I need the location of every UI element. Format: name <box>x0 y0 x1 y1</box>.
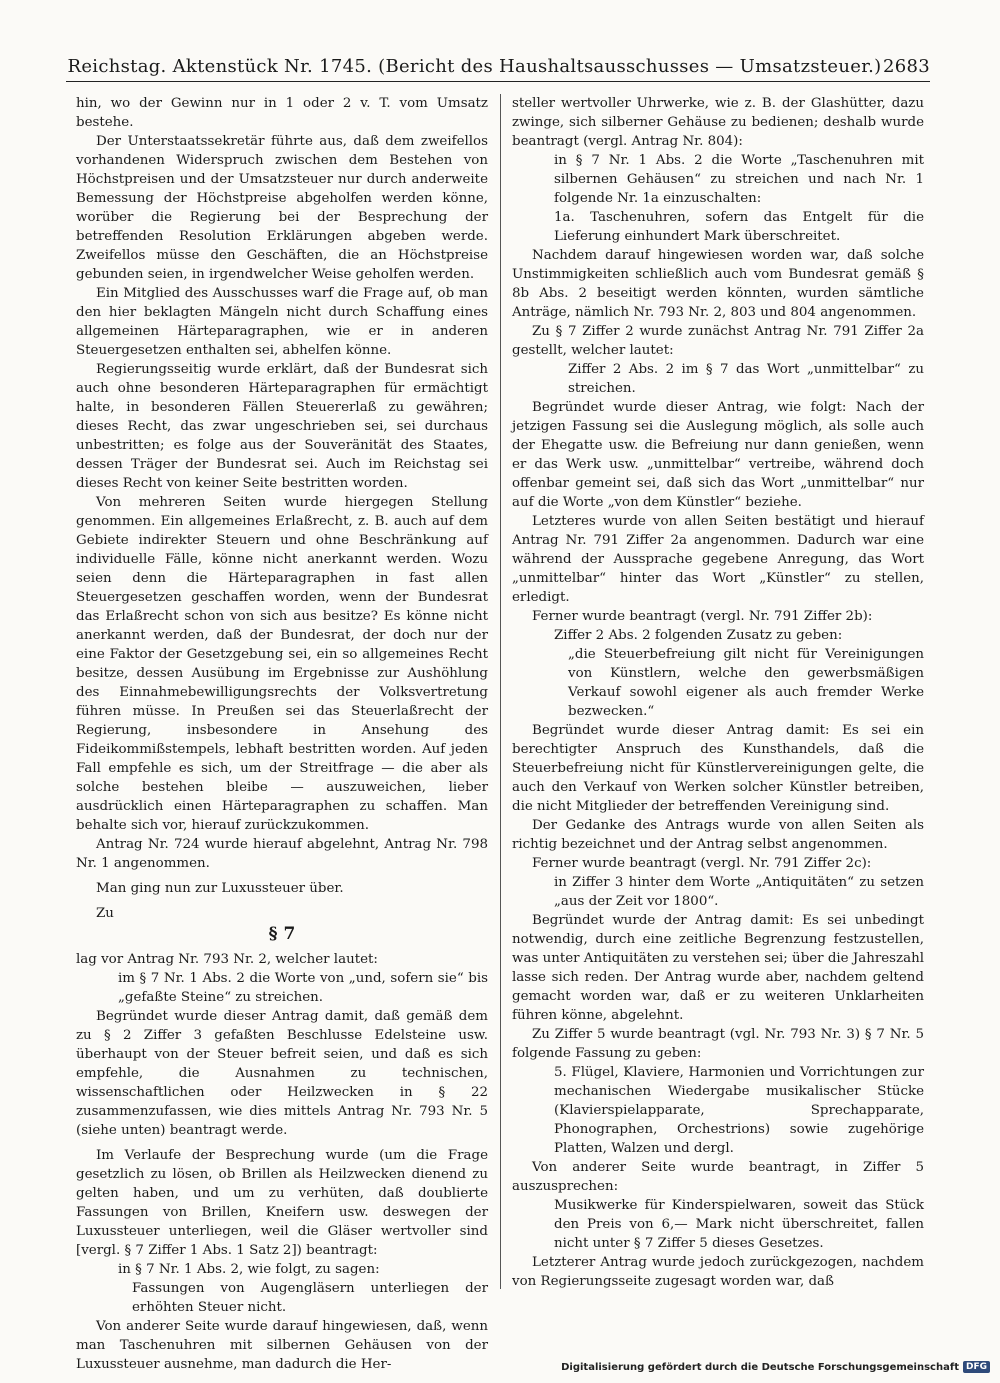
paragraph: Der Gedanke des Antrags wurde von allen Seiten als richtig bezeichnet und der Antrag selbst angenommen. <box>512 818 924 852</box>
paragraph: Von mehreren Seiten wurde hiergegen Stellung genommen. Ein allgemeines Erlaßrecht, z. B. auch auf dem Gebiete indirekter Steuern und ohne Beschränkung auf individuelle Fälle, könne nicht anerkannt werden. Wozu seien denn die Härteparagraphen in fast allen Steuergesetzen geschaffen worden, wenn der Bundesrat das Erlaßrecht schon von sich aus besitze? Es könne nicht anerkannt werden, daß der Bundesrat, der doch nur der eine Faktor der Gesetzgebung sei, ein so allgemeines Recht besitze, dessen Ausübung im Ergebnisse zur Aushöhlung des Einnahmebewilligungsrechts der Volksvertretung führen müsse. In Preußen sei das Steuerlaßrecht der Regierung, insbesondere in Ansehung des Fideikommißstempels, lebhaft bestritten worden. Auf jeden Fall empfehle es sich, um der Streitfrage — die aber als solche bestehen bleibe — auszuweichen, lieber ausdrücklich einen Härteparagraphen zu schaffen. Man behalte sich vor, hierauf zurückzukommen. <box>76 495 488 833</box>
paragraph: lag vor Antrag Nr. 793 Nr. 2, welcher lautet: <box>76 952 378 967</box>
footer-credit <box>561 1361 990 1373</box>
quoted-motion: Ziffer 2 Abs. 2 im § 7 das Wort „unmittelbar“ zu streichen. <box>568 362 924 396</box>
paragraph: Ferner wurde beantragt (vergl. Nr. 791 Ziffer 2b): <box>532 609 873 624</box>
quoted-motion: im § 7 Nr. 1 Abs. 2 die Worte von „und, sofern sie“ bis „gefaßte Steine“ zu streichen. <box>118 971 488 1005</box>
paragraph: Begründet wurde der Antrag damit: Es sei unbedingt notwendig, durch eine zeitliche Begrenzung festzustellen, was unter Antiquitäten zu verstehen sei; über die Jahreszahl lasse sich reden. Der Antrag wurde aber, nachdem geltend gemacht worden war, daß er zu weiteren Unklarheiten führen könne, abgelehnt. <box>512 913 924 1023</box>
paragraph: Man ging nun zur Luxussteuer über. <box>96 881 344 896</box>
quoted-motion: „die Steuerbefreiung gilt nicht für Vereinigungen von Künstlern, welche den gewerbsmäßigen Verkauf sowohl eigener als auch fremder Werke bezwecken.“ <box>568 647 924 719</box>
left-column <box>76 94 488 1372</box>
quoted-motion: Fassungen von Augengläsern unterliegen der erhöhten Steuer nicht. <box>132 1281 488 1315</box>
paragraph: Antrag Nr. 724 wurde hierauf abgelehnt, Antrag Nr. 798 Nr. 1 angenommen. <box>76 837 488 871</box>
paragraph: steller wertvoller Uhrwerke, wie z. B. der Glashütter, dazu zwinge, sich silberner Gehäuse zu bedienen; deshalb wurde beantragt (vergl. Antrag Nr. 804): <box>512 96 924 149</box>
paragraph: Zu § 7 Ziffer 2 wurde zunächst Antrag Nr. 791 Ziffer 2a gestellt, welcher lautet: <box>512 324 924 358</box>
page-number: 2683 <box>882 56 930 77</box>
paragraph: Der Unterstaatssekretär führte aus, daß dem zweifellos vorhandenen Widerspruch zwischen dem Bestehen von Höchstpreisen und der Umsatzsteuer nur durch anderweite Bemessung der Höchstpreise abgeholfen werden könne, worüber die Regierung bei der Besprechung der betreffenden Resolution Erklärungen abgeben werde. Zweifellos müsse den Geschäften, die an Höchstpreise gebunden seien, in irgendwelcher Weise geholfen werden. <box>76 134 488 282</box>
quoted-motion: in § 7 Nr. 1 Abs. 2 die Worte „Taschenuhren mit silbernen Gehäusen“ zu streichen und nach Nr. 1 folgende Nr. 1a einzuschalten: <box>554 153 924 206</box>
quoted-motion: in § 7 Nr. 1 Abs. 2, wie folgt, zu sagen: <box>118 1262 380 1277</box>
quoted-motion: Ziffer 2 Abs. 2 folgenden Zusatz zu geben: <box>554 628 843 643</box>
paragraph: Regierungsseitig wurde erklärt, daß der Bundesrat sich auch ohne besonderen Härteparagraphen für ermächtigt halte, in besonderen Fällen Steuererlaß zu gewähren; dieses Recht, das zwar ungeschrieben sei, sei durchaus unbestritten; es folge aus der Souveränität des Staates, dessen Träger der Bundesrat sei. Auch im Reichstag sei dieses Recht von keiner Seite bestritten worden. <box>76 362 488 491</box>
paragraph: Begründet wurde dieser Antrag, wie folgt: Nach der jetzigen Fassung sei die Auslegung möglich, als solle auch der Ehegatte usw. die Befreiung nur dann genießen, wenn er das Werk usw. „unmittelbar“ vertreibe, während doch offenbar gemeint sei, daß sich das Wort „unmittelbar“ nur auf die Worte „von dem Künstler“ beziehe. <box>512 400 924 510</box>
page-header <box>66 56 930 82</box>
paragraph: Letzterer Antrag wurde jedoch zurückgezogen, nachdem von Regierungsseite zugesagt worden war, daß <box>512 1255 924 1289</box>
quoted-motion: 1a. Taschenuhren, sofern das Entgelt für die Lieferung einhundert Mark überschreitet. <box>554 210 924 244</box>
dfg-logo-icon: DFG <box>963 1361 990 1373</box>
paragraph: Zu <box>96 906 114 921</box>
column-divider <box>500 94 501 1289</box>
section-heading: § 7 <box>268 924 296 944</box>
quoted-motion: Musikwerke für Kinderspielwaren, soweit das Stück den Preis von 6,— Mark nicht überschreitet, fallen nicht unter § 7 Ziffer 5 dieses Gesetzes. <box>554 1198 924 1251</box>
paragraph: Nachdem darauf hingewiesen worden war, daß solche Unstimmigkeiten schließlich auch vom Bundesrat gemäß § 8b Abs. 2 beseitigt werden könnten, wurden sämtliche Anträge, nämlich Nr. 793 Nr. 2, 803 und 804 angenommen. <box>512 248 924 320</box>
page-header-title: Reichstag. Aktenstück Nr. 1745. (Bericht des Haushaltsausschusses — Umsatzsteuer.) <box>67 56 882 77</box>
paragraph: Letzteres wurde von allen Seiten bestätigt und hierauf Antrag Nr. 791 Ziffer 2a angenommen. Dadurch war eine während der Aussprache gegebene Anregung, das Wort „unmittelbar“ hinter das Wort „Künstler“ zu stellen, erledigt. <box>512 514 924 605</box>
paragraph: hin, wo der Gewinn nur in 1 oder 2 v. T. vom Umsatz bestehe. <box>76 96 488 130</box>
paragraph: Von anderer Seite wurde beantragt, in Ziffer 5 auszusprechen: <box>512 1160 924 1194</box>
footer-text: Digitalisierung gefördert durch die Deutsche Forschungsgemeinschaft <box>561 1361 959 1373</box>
paragraph: Von anderer Seite wurde darauf hingewiesen, daß, wenn man Taschenuhren mit silbernen Gehäusen von der Luxussteuer ausnehme, man dadurch die Her- <box>76 1319 488 1372</box>
paragraph: Begründet wurde dieser Antrag damit, daß gemäß dem zu § 2 Ziffer 3 gefaßten Beschlusse Edelsteine usw. überhaupt von der Steuer befreit seien, und daß es sich empfehle, die Ausnahmen zu technischen, wissenschaftlichen oder Heilzwecken in § 22 zusammenzufassen, wie dies mittels Antrag Nr. 793 Nr. 5 (siehe unten) beantragt werde. <box>76 1009 488 1138</box>
paragraph: Ein Mitglied des Ausschusses warf die Frage auf, ob man den hier beklagten Mängeln nicht durch Schaffung eines allgemeinen Härteparagraphen, wie er in anderen Steuergesetzen enthalten sei, abhelfen könne. <box>76 286 488 358</box>
quoted-motion: 5. Flügel, Klaviere, Harmonien und Vorrichtungen zur mechanischen Wiedergabe musikalischer Stücke (Klavierspielapparate, Sprechapparate, Phonographen, Orchestrions) sowie zugehörige Platten, Walzen und dergl. <box>554 1065 924 1156</box>
right-column <box>512 94 924 1309</box>
paragraph: Zu Ziffer 5 wurde beantragt (vgl. Nr. 793 Nr. 3) § 7 Nr. 5 folgende Fassung zu geben: <box>512 1027 924 1061</box>
paragraph: Ferner wurde beantragt (vergl. Nr. 791 Ziffer 2c): <box>532 856 872 871</box>
quoted-motion: in Ziffer 3 hinter dem Worte „Antiquitäten“ zu setzen „aus der Zeit vor 1800“. <box>554 875 924 909</box>
paragraph: Im Verlaufe der Besprechung wurde (um die Frage gesetzlich zu lösen, ob Brillen als Heilzwecken dienend zu gelten haben, und um zu verhüten, daß doublierte Fassungen von Brillen, Kneifern usw. deswegen der Luxussteuer unterliegen, weil die Gläser wertvoller sind [vergl. § 7 Ziffer 1 Abs. 1 Satz 2]) beantragt: <box>76 1148 488 1258</box>
paragraph: Begründet wurde dieser Antrag damit: Es sei ein berechtigter Anspruch des Kunsthandels, daß die Steuerbefreiung nicht für Künstlervereinigungen gelte, die auch den Verkauf von Werken solcher Künstler betreiben, die nicht Mitglieder der betreffenden Vereinigung sind. <box>512 723 924 814</box>
